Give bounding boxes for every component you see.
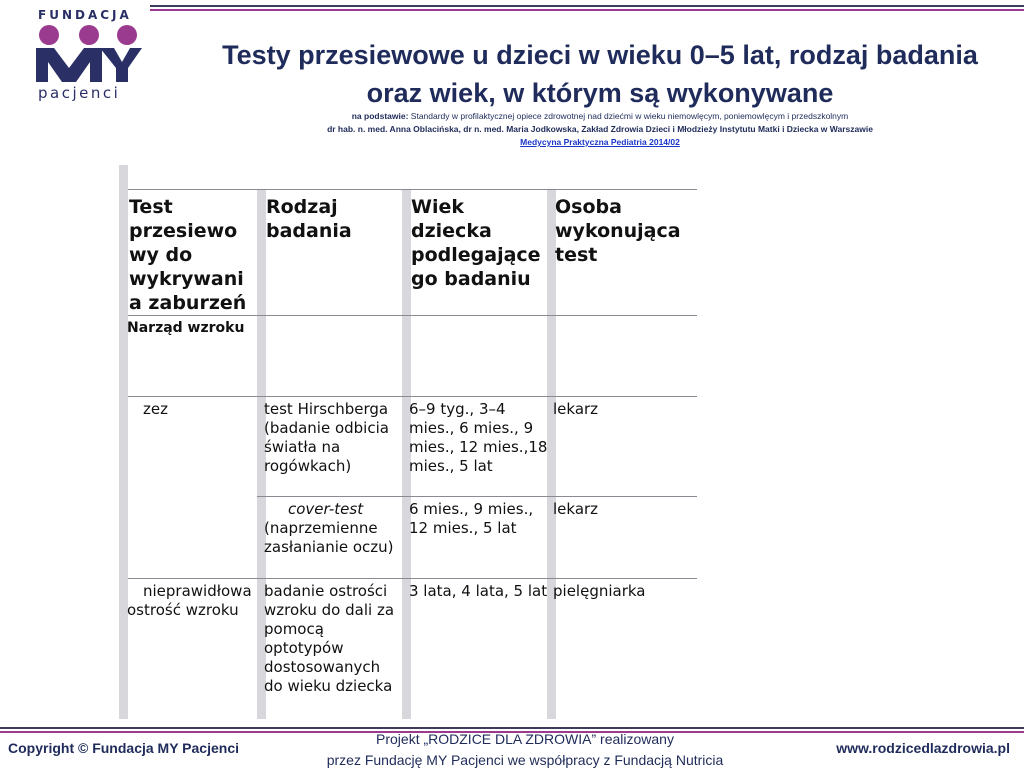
source-text: Standardy w profilaktycznej opiece zdrowotnej nad dziećmi w wieku niemowlęcym, poniemowlęcym i przedszkolnym xyxy=(408,111,849,121)
row2-age: 6 mies., 9 mies., 12 mies., 5 lat xyxy=(409,500,534,537)
row-divider xyxy=(257,496,697,497)
title-line-1: Testy przesiewowe u dzieci w wieku 0–5 lat, rodzaj badania xyxy=(222,40,978,70)
header-type: Rodzaj badania xyxy=(266,196,352,242)
source-link[interactable]: Medycyna Praktyczna Pediatria 2014/02 xyxy=(520,137,680,147)
row3-age: 3 lata, 4 lata, 5 lat xyxy=(409,582,548,600)
section-vision: Narząd wzroku xyxy=(127,320,245,336)
row3-person: pielęgniarka xyxy=(553,582,646,600)
logo-bottom-text: pacjenci xyxy=(38,84,121,102)
top-divider-purple xyxy=(150,9,1024,11)
logo-top-text: FUNDACJA xyxy=(38,8,132,22)
footer-copyright: Copyright © Fundacja MY Pacjenci xyxy=(8,740,239,756)
source-prefix: na podstawie: xyxy=(351,111,409,121)
row2-person: lekarz xyxy=(553,500,599,518)
footer-project-line-2: przez Fundację MY Pacjenci we współpracy z Fundacją Nutricia xyxy=(326,752,724,768)
row1-age: 6–9 tyg., 3–4 mies., 6 mies., 9 mies., 12 mies.,18 mies., 5 lat xyxy=(409,400,548,475)
source-line-1 xyxy=(210,110,990,123)
row1-person: lekarz xyxy=(553,400,599,418)
row-divider xyxy=(128,315,697,316)
source-citation xyxy=(210,110,990,149)
screening-table xyxy=(119,165,699,719)
logo-mark-icon xyxy=(34,24,144,86)
footer-website-link[interactable]: www.rodzicedlazdrowia.pl xyxy=(836,740,1010,756)
title-line-2: oraz wiek, w którym są wykonywane xyxy=(366,78,834,108)
row2-type-rest: (naprzemienne zasłanianie oczu) xyxy=(264,519,394,556)
row2-type-italic: cover-test xyxy=(288,500,364,518)
row-divider xyxy=(128,396,697,397)
column-separator xyxy=(119,165,128,719)
page-title xyxy=(210,36,990,112)
fundacja-my-pacjenci-logo xyxy=(8,8,148,104)
footer-project xyxy=(300,729,750,771)
row1-type: test Hirschberga (badanie odbicia światła na rogówkach) xyxy=(264,400,389,475)
row-divider xyxy=(128,189,697,190)
footer-project-line-1: Projekt „RODZICE DLA ZDROWIA” realizowany xyxy=(376,731,674,747)
row3-test: nieprawidłowa ostrość wzroku xyxy=(127,582,252,619)
header-person: Osoba wykonująca test xyxy=(555,196,681,266)
row-divider xyxy=(128,578,697,579)
row1-test: zez xyxy=(143,400,168,418)
header-test: Test przesiewo wy do wykrywani a zaburzeń xyxy=(129,196,247,314)
top-divider-dark xyxy=(150,5,1024,7)
row3-type: badanie ostrości wzroku do dali za pomocą optotypów dostosowanych do wieku dziecka xyxy=(264,582,395,695)
row2-type xyxy=(264,500,402,557)
header-age: Wiek dziecka podlegające go badaniu xyxy=(411,196,541,290)
source-authors: dr hab. n. med. Anna Oblacińska, dr n. med. Maria Jodkowska, Zakład Zdrowia Dzieci i Młodzieży Instytutu Matki i Dziecka w Warszawie xyxy=(327,124,873,134)
